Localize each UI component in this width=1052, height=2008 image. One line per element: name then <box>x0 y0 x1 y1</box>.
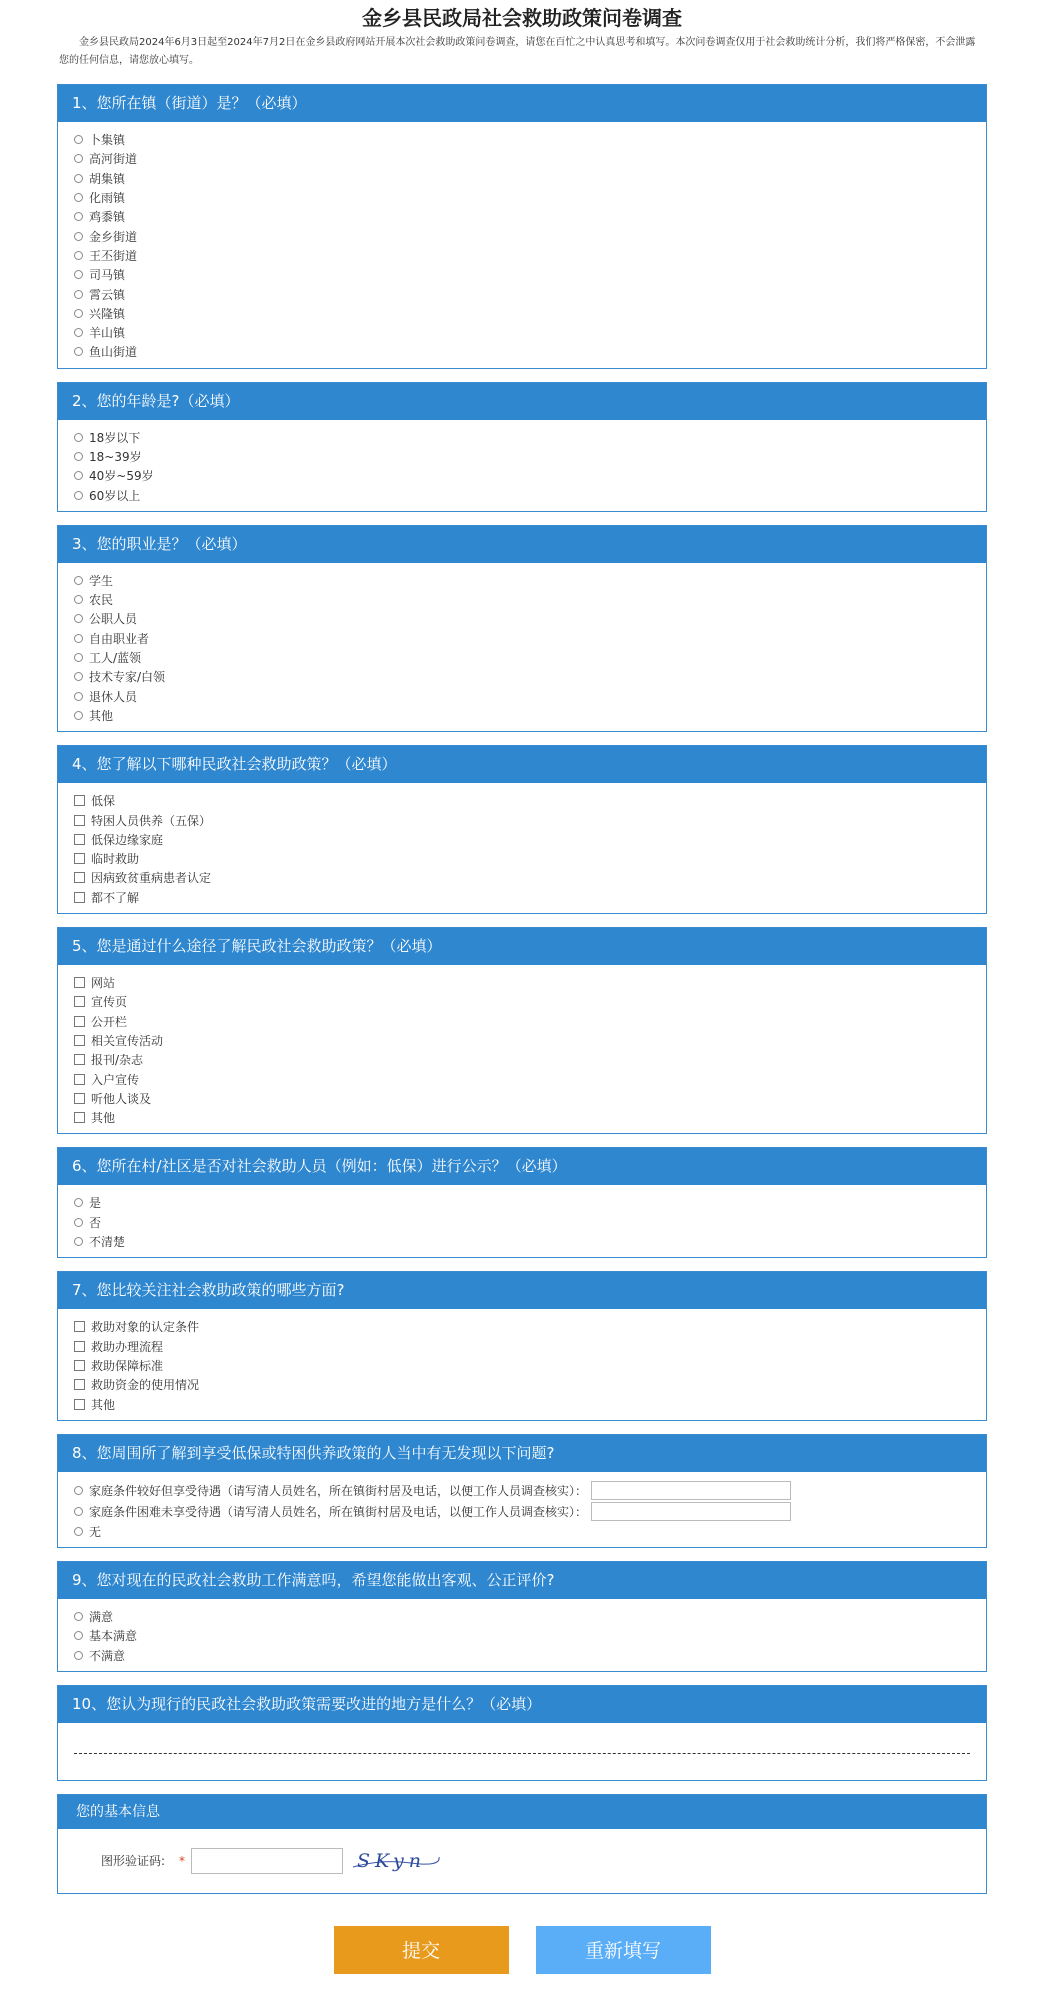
question-block-5 <box>57 927 987 1134</box>
option-label: 是 <box>89 1196 102 1211</box>
radio-button[interactable] <box>74 614 83 623</box>
question-block-6 <box>57 1147 987 1258</box>
option-label: 救助保障标准 <box>91 1358 164 1373</box>
option-label: 工人/蓝领 <box>89 651 142 666</box>
question-title: 6、您所在村/社区是否对社会救助人员（例如：低保）进行公示？（必填） <box>58 1148 986 1185</box>
option-label: 无 <box>89 1524 102 1539</box>
question-title: 4、您了解以下哪种民政社会救助政策？（必填） <box>58 746 986 783</box>
option-label: 农民 <box>89 593 114 608</box>
option-item[interactable] <box>74 648 970 667</box>
option-label: 因病致贫重病患者认定 <box>91 871 212 886</box>
option-label: 18岁以下 <box>89 430 141 445</box>
option-label: 鸡黍镇 <box>89 210 126 225</box>
checkbox[interactable] <box>74 977 85 988</box>
required-mark: * <box>179 1853 186 1868</box>
option-item[interactable] <box>74 1480 970 1501</box>
option-item[interactable] <box>74 1626 970 1645</box>
basic-info-section <box>57 1794 987 1894</box>
checkbox[interactable] <box>74 834 85 845</box>
option-label: 金乡街道 <box>89 229 138 244</box>
option-item[interactable] <box>74 1193 970 1212</box>
radio-button[interactable] <box>74 1198 83 1207</box>
submit-button[interactable]: 提交 <box>334 1926 509 1974</box>
option-item[interactable] <box>74 342 970 361</box>
checkbox[interactable] <box>74 853 85 864</box>
option-item[interactable] <box>74 323 970 342</box>
question-body <box>58 1309 986 1419</box>
question-title: 5、您是通过什么途径了解民政社会救助政策？（必填） <box>58 928 986 965</box>
option-item[interactable] <box>74 868 970 887</box>
option-label: 公职人员 <box>89 612 138 627</box>
option-label: 18~39岁 <box>89 450 142 464</box>
radio-button[interactable] <box>74 452 83 461</box>
radio-button[interactable] <box>74 1218 83 1227</box>
option-label: 宣传页 <box>91 995 128 1010</box>
question-title: 8、您周围所了解到享受低保或特困供养政策的人当中有无发现以下问题? <box>58 1435 986 1472</box>
survey-page <box>57 0 987 1974</box>
radio-button[interactable] <box>74 328 83 337</box>
option-item[interactable] <box>74 130 970 149</box>
option-item[interactable] <box>74 1336 970 1355</box>
option-label: 王丕街道 <box>89 248 138 263</box>
question-block-8 <box>57 1434 987 1548</box>
question-block-10 <box>57 1685 987 1781</box>
radio-button[interactable] <box>74 193 83 202</box>
radio-button[interactable] <box>74 634 83 643</box>
question-block-4 <box>57 745 987 914</box>
intro-text: 金乡县民政局2024年6月3日起至2024年7月2日在金乡县政府网站开展本次社会救助政策问卷调查，请您在百忙之中认真思考和填写。本次问卷调查仅用于社会救助统计分析，我们将严格保密，不会泄露您的任何信息，请您放心填写。 <box>59 37 976 66</box>
captcha-text: SKyn <box>357 1849 427 1872</box>
option-label: 特困人员供养（五保） <box>91 813 212 828</box>
option-label: 救助对象的认定条件 <box>91 1320 200 1335</box>
option-label: 否 <box>89 1215 102 1230</box>
option-label: 其他 <box>91 1111 116 1126</box>
question-block-7 <box>57 1271 987 1420</box>
checkbox[interactable] <box>74 815 85 826</box>
option-item[interactable] <box>74 447 970 466</box>
radio-button[interactable] <box>74 1507 83 1516</box>
option-label: 不清楚 <box>89 1235 126 1250</box>
captcha-image[interactable] <box>351 1847 441 1875</box>
option-item[interactable] <box>74 687 970 706</box>
option-item[interactable] <box>74 810 970 829</box>
question-title: 7、您比较关注社会救助政策的哪些方面? <box>58 1272 986 1309</box>
option-item[interactable] <box>74 667 970 686</box>
radio-button[interactable] <box>74 174 83 183</box>
option-item[interactable] <box>74 1050 970 1069</box>
option-label: 都不了解 <box>91 890 140 905</box>
option-label: 公开栏 <box>91 1014 128 1029</box>
option-label: 40岁~59岁 <box>89 469 154 484</box>
radio-button[interactable] <box>74 251 83 260</box>
option-item[interactable] <box>74 1108 970 1127</box>
radio-button[interactable] <box>74 290 83 299</box>
action-buttons <box>57 1926 987 1974</box>
checkbox[interactable] <box>74 1016 85 1027</box>
option-label: 胡集镇 <box>89 171 126 186</box>
basic-info-title: 您的基本信息 <box>58 1795 986 1829</box>
option-item[interactable] <box>74 226 970 245</box>
option-item[interactable] <box>74 1356 970 1375</box>
radio-button[interactable] <box>74 232 83 241</box>
option-label: 霄云镇 <box>89 287 126 302</box>
radio-button[interactable] <box>74 471 83 480</box>
checkbox[interactable] <box>74 1360 85 1371</box>
question-body <box>58 1185 986 1257</box>
option-item[interactable] <box>74 849 970 868</box>
option-item[interactable] <box>74 466 970 485</box>
option-item[interactable] <box>74 1232 970 1251</box>
checkbox[interactable] <box>74 1035 85 1046</box>
page-title: 金乡县民政局社会救助政策问卷调查 <box>362 6 682 30</box>
option-label: 不满意 <box>89 1648 126 1663</box>
option-item[interactable] <box>74 1394 970 1413</box>
radio-button[interactable] <box>74 154 83 163</box>
option-detail-input[interactable] <box>591 1481 791 1500</box>
question-block-2 <box>57 382 987 512</box>
checkbox[interactable] <box>74 1399 85 1410</box>
option-item[interactable] <box>74 1375 970 1394</box>
radio-button[interactable] <box>74 1527 83 1536</box>
option-item[interactable] <box>74 1317 970 1336</box>
option-item[interactable] <box>74 1089 970 1108</box>
option-item[interactable] <box>74 304 970 323</box>
option-item[interactable] <box>74 265 970 284</box>
checkbox[interactable] <box>74 1054 85 1065</box>
option-label: 救助资金的使用情况 <box>91 1378 200 1393</box>
question-block-1 <box>57 84 987 369</box>
option-label: 入户宣传 <box>91 1072 140 1087</box>
question-title: 2、您的年龄是?（必填） <box>58 383 986 420</box>
question-body <box>58 1723 986 1780</box>
option-item[interactable] <box>74 188 970 207</box>
option-label: 临时救助 <box>91 852 140 867</box>
option-item[interactable] <box>74 888 970 907</box>
checkbox[interactable] <box>74 1341 85 1352</box>
option-item[interactable] <box>74 571 970 590</box>
option-item[interactable] <box>74 284 970 303</box>
question-body <box>58 563 986 731</box>
option-item[interactable] <box>74 706 970 725</box>
radio-button[interactable] <box>74 212 83 221</box>
question-body <box>58 420 986 511</box>
option-item[interactable] <box>74 485 970 504</box>
radio-button[interactable] <box>74 711 83 720</box>
question-title: 3、您的职业是？（必填） <box>58 526 986 563</box>
option-label: 低保 <box>91 794 116 809</box>
radio-button[interactable] <box>74 433 83 442</box>
option-label: 卜集镇 <box>89 133 126 148</box>
answer-textline[interactable] <box>74 1753 970 1754</box>
radio-button[interactable] <box>74 135 83 144</box>
option-item[interactable] <box>74 207 970 226</box>
radio-button[interactable] <box>74 672 83 681</box>
option-item[interactable] <box>74 246 970 265</box>
radio-button[interactable] <box>74 1237 83 1246</box>
checkbox[interactable] <box>74 1093 85 1104</box>
radio-button[interactable] <box>74 491 83 500</box>
checkbox[interactable] <box>74 1379 85 1390</box>
option-label: 司马镇 <box>89 268 126 283</box>
checkbox[interactable] <box>74 1321 85 1332</box>
question-body <box>58 1472 986 1547</box>
question-list <box>57 84 987 1781</box>
question-title: 10、您认为现行的民政社会救助政策需要改进的地方是什么？（必填） <box>58 1686 986 1723</box>
option-label: 网站 <box>91 976 116 991</box>
option-label: 化雨镇 <box>89 191 126 206</box>
checkbox[interactable] <box>74 1112 85 1123</box>
option-item[interactable] <box>74 1607 970 1626</box>
option-item[interactable] <box>74 1031 970 1050</box>
option-label: 听他人谈及 <box>91 1091 152 1106</box>
checkbox[interactable] <box>74 872 85 883</box>
option-label: 相关宣传活动 <box>91 1033 164 1048</box>
checkbox[interactable] <box>74 996 85 1007</box>
option-label: 家庭条件困难未享受待遇（请写清人员姓名，所在镇街村居及电话，以便工作人员调查核实）： <box>89 1504 588 1519</box>
question-block-9 <box>57 1561 987 1672</box>
radio-button[interactable] <box>74 1651 83 1660</box>
radio-button[interactable] <box>74 1612 83 1621</box>
checkbox[interactable] <box>74 892 85 903</box>
option-label: 其他 <box>89 708 114 723</box>
captcha-input[interactable] <box>191 1848 343 1874</box>
option-item[interactable] <box>74 1501 970 1522</box>
option-label: 兴隆镇 <box>89 306 126 321</box>
radio-button[interactable] <box>74 653 83 662</box>
option-label: 家庭条件较好但享受待遇（请写清人员姓名，所在镇街村居及电话，以便工作人员调查核实）： <box>89 1483 588 1498</box>
option-label: 自由职业者 <box>89 631 150 646</box>
option-item[interactable] <box>74 629 970 648</box>
option-label: 救助办理流程 <box>91 1339 164 1354</box>
option-item[interactable] <box>74 1646 970 1665</box>
option-item[interactable] <box>74 149 970 168</box>
option-item[interactable] <box>74 590 970 609</box>
radio-button[interactable] <box>74 309 83 318</box>
option-item[interactable] <box>74 1069 970 1088</box>
captcha-label: 图形验证码: <box>101 1854 166 1869</box>
option-item[interactable] <box>74 609 970 628</box>
option-label: 鱼山街道 <box>89 345 138 360</box>
option-item[interactable] <box>74 428 970 447</box>
question-block-3 <box>57 525 987 732</box>
question-body <box>58 122 986 368</box>
question-title: 9、您对现在的民政社会救助工作满意吗，希望您能做出客观、公正评价? <box>58 1562 986 1599</box>
option-label: 高河街道 <box>89 152 138 167</box>
option-item[interactable] <box>74 992 970 1011</box>
radio-button[interactable] <box>74 576 83 585</box>
option-label: 学生 <box>89 573 114 588</box>
question-body <box>58 1599 986 1671</box>
radio-button[interactable] <box>74 347 83 356</box>
checkbox[interactable] <box>74 1074 85 1085</box>
option-label: 技术专家/白领 <box>89 670 166 685</box>
option-label: 羊山镇 <box>89 326 126 341</box>
option-label: 满意 <box>89 1610 114 1625</box>
option-item[interactable] <box>74 1012 970 1031</box>
option-item[interactable] <box>74 169 970 188</box>
option-item[interactable] <box>74 1213 970 1232</box>
option-item[interactable] <box>74 1522 970 1541</box>
radio-button[interactable] <box>74 595 83 604</box>
option-label: 低保边缘家庭 <box>91 832 164 847</box>
option-detail-input[interactable] <box>591 1502 791 1521</box>
radio-button[interactable] <box>74 270 83 279</box>
option-label: 报刊/杂志 <box>91 1053 144 1068</box>
checkbox[interactable] <box>74 795 85 806</box>
radio-button[interactable] <box>74 692 83 701</box>
option-label: 60岁以上 <box>89 488 141 503</box>
question-body <box>58 965 986 1133</box>
captcha-row <box>58 1829 986 1893</box>
radio-button[interactable] <box>74 1486 83 1495</box>
option-item[interactable] <box>74 791 970 810</box>
reset-button[interactable]: 重新填写 <box>536 1926 711 1974</box>
option-item[interactable] <box>74 830 970 849</box>
option-label: 其他 <box>91 1397 116 1412</box>
radio-button[interactable] <box>74 1631 83 1640</box>
option-label: 退休人员 <box>89 689 138 704</box>
question-body <box>58 783 986 913</box>
option-item[interactable] <box>74 973 970 992</box>
question-title: 1、您所在镇（街道）是？（必填） <box>58 85 986 122</box>
option-label: 基本满意 <box>89 1629 138 1644</box>
